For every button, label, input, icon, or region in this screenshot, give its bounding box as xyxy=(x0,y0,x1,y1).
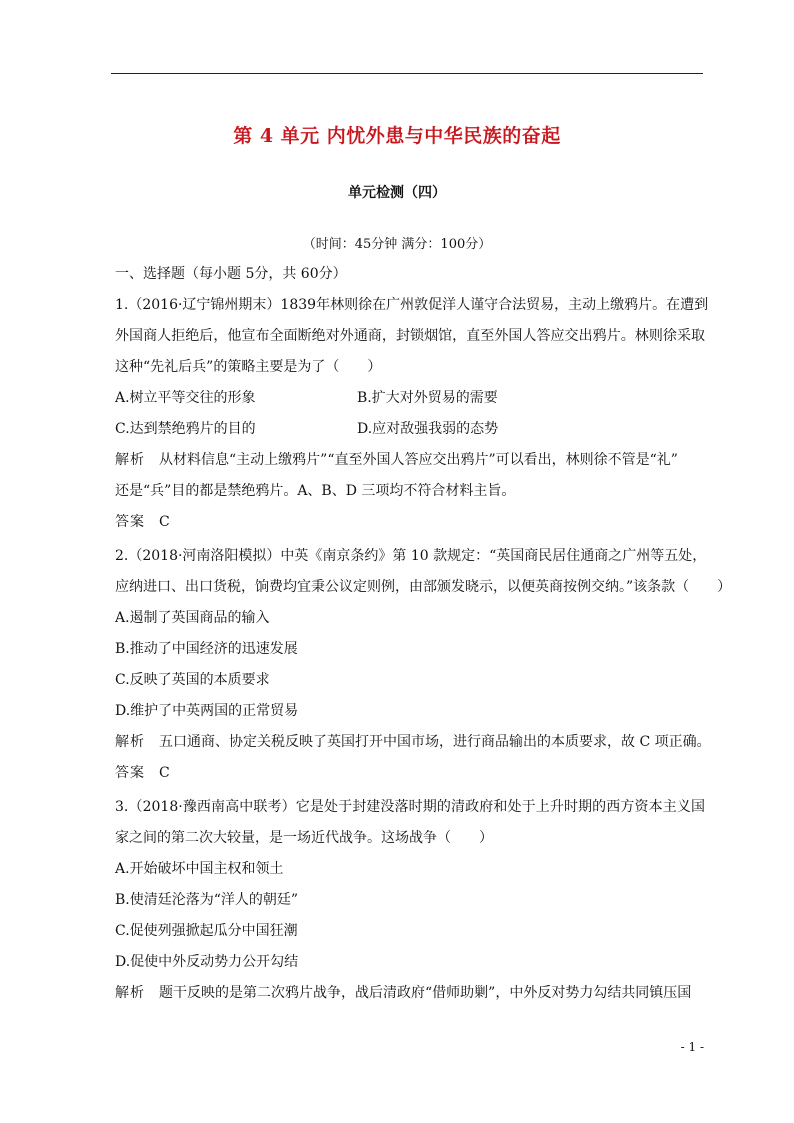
question-2-option-c: C.反映了英国的本质要求 xyxy=(115,672,270,688)
answer-label: 答案 xyxy=(115,514,145,530)
question-3-line-1: 3.（2018·豫西南高中联考）它是处于封建没落时期的清政府和处于上升时期的西方资本主义国 xyxy=(115,799,705,815)
analysis-text: 题干反映的是第二次鸦片战争，战后清政府“借师助剿”，中外反对势力勾结共同镇压国 xyxy=(159,985,692,1001)
question-3-option-d: D.促使中外反动势力公开勾结 xyxy=(115,954,299,970)
question-2-answer xyxy=(115,763,705,783)
question-2-line-1: 2.（2018·河南洛阳模拟）中英《南京条约》第 10 款规定：“英国商民居住通商之广州等五处， xyxy=(115,548,707,564)
header-rule xyxy=(111,73,703,74)
answer-value: C xyxy=(159,765,170,781)
unit-title: 第 4 单元 内忧外患与中华民族的奋起 xyxy=(233,125,561,147)
question-3-option-c: C.促使列强掀起瓜分中国狂潮 xyxy=(115,923,298,939)
question-1-line-1: 1.（2016·辽宁锦州期末）1839年林则徐在广州敦促洋人谨守合法贸易，主动上缴鸦片。在遭到 xyxy=(115,297,709,313)
question-1-analysis-line-1 xyxy=(115,450,705,470)
question-2-line-2: 应纳进口、出口货税，饷费均宜秉公议定则例，由部颁发晓示，以便英商按例交纳。”该条款（ ） xyxy=(115,579,732,595)
question-2-option-d: D.维护了中英两国的正常贸易 xyxy=(115,703,299,719)
question-1-answer xyxy=(115,512,705,532)
question-3-line-2: 家之间的第二次大较量，是一场近代战争。这场战争（ ） xyxy=(115,830,493,846)
question-1-option-b: B.扩大对外贸易的需要 xyxy=(357,390,498,406)
section-heading: 一、选择题（每小题 5分，共 60分） xyxy=(115,266,347,282)
question-2-option-b: B.推动了中国经济的迅速发展 xyxy=(115,641,298,657)
question-2-option-a: A.遏制了英国商品的输入 xyxy=(115,610,270,626)
answer-value: C xyxy=(159,514,170,530)
question-1-analysis-line-2: 还是“兵”目的都是禁绝鸦片。A、B、D 三项均不符合材料主旨。 xyxy=(115,483,516,499)
question-1-option-a: A.树立平等交往的形象 xyxy=(115,390,256,406)
question-1-line-3: 这种“先礼后兵”的策略主要是为了（ ） xyxy=(115,359,382,375)
answer-label: 答案 xyxy=(115,765,145,781)
analysis-label: 解析 xyxy=(115,452,145,468)
question-3-option-b: B.使清廷沦落为“洋人的朝廷” xyxy=(115,892,299,908)
time-info: （时间：45分钟 满分：100分） xyxy=(302,237,492,252)
question-2-analysis xyxy=(115,732,711,752)
analysis-text: 从材料信息“主动上缴鸦片”“直至外国人答应交出鸦片”可以看出，林则徐不管是“礼” xyxy=(159,452,678,468)
page-number: - 1 - xyxy=(680,1040,704,1054)
analysis-label: 解析 xyxy=(115,734,145,750)
analysis-label: 解析 xyxy=(115,985,145,1001)
question-3-option-a: A.开始破坏中国主权和领土 xyxy=(115,861,284,877)
question-1-option-d: D.应对敌强我弱的态势 xyxy=(357,421,499,437)
question-1-option-c: C.达到禁绝鸦片的目的 xyxy=(115,421,256,437)
test-subtitle: 单元检测（四） xyxy=(348,185,446,201)
question-3-analysis xyxy=(115,983,705,1003)
question-1-line-2: 外国商人拒绝后，他宣布全面断绝对外通商，封锁烟馆，直至外国人答应交出鸦片。林则徐采取 xyxy=(115,328,705,344)
analysis-text: 五口通商、协定关税反映了英国打开中国市场，进行商品输出的本质要求，故 C 项正确。 xyxy=(159,734,711,750)
